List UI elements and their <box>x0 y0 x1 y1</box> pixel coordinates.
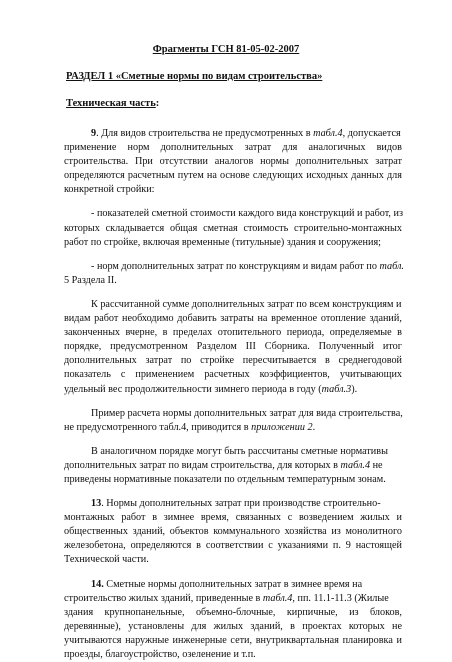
paragraph-number: 9 <box>91 128 97 139</box>
paragraph <box>64 445 402 487</box>
text-run: - показателей сметной стоимости каждого вида конструкций и работ, из <box>91 208 404 220</box>
paragraph <box>64 298 402 397</box>
table-reference: табл.4 <box>340 459 371 471</box>
text-line: законченных вчерне, в пределах отопительного периода, определяемые в <box>64 327 402 339</box>
table-reference: табл. <box>379 260 404 272</box>
text-run: , пп. 11.1-11.3 (Жилые <box>292 592 389 604</box>
appendix-reference: приложении 2 <box>251 421 313 433</box>
text-line: деревянные), установлены для жилых зданий, в проектах которых не <box>64 620 402 632</box>
document-title: Фрагменты ГСН 81-05-02-2007 <box>152 44 300 55</box>
part-heading-colon: : <box>155 98 160 109</box>
text-run: . Для видов строительства не предусмотренных в <box>96 128 314 139</box>
text-line: определяются расчетным путем на основе следующих исходных данных для <box>64 170 402 182</box>
text-run: приведены нормативные показатели по отдельным температурным зонам. <box>64 473 386 485</box>
text-line <box>64 407 402 421</box>
part-heading-label: Техническая часть <box>66 98 156 109</box>
text-run: дополнительных затрат по видам строительства, для которых в <box>64 459 341 471</box>
text-line <box>64 473 402 487</box>
text-run: удельный вес продолжительности зимнего периода в году ( <box>64 383 322 395</box>
text-line <box>64 383 402 397</box>
text-line: видам работ необходимо добавить затраты на временное отопление зданий, <box>64 313 402 325</box>
text-run: Пример расчета нормы дополнительных затрат для вида строительства, <box>91 407 403 419</box>
text-line: учитываются наружные инженерные сети, внутриквартальная планировка и <box>64 634 402 646</box>
paragraph <box>64 207 402 249</box>
text-line: общественных зданий, объектов коммунального хозяйства из монолитного <box>64 526 402 538</box>
text-run: . <box>312 421 316 433</box>
text-run: . Нормы дополнительных затрат при производстве строительно- <box>101 498 381 510</box>
paragraph-number: 13 <box>91 498 102 510</box>
text-line <box>64 578 402 592</box>
table-reference: табл.3 <box>321 383 352 395</box>
text-line <box>64 260 402 274</box>
text-run: работ по стройке, включая временные (титульные) здания и сооружения; <box>64 236 381 248</box>
text-line: применение норм дополнительных затрат для аналогичных видов <box>64 142 402 154</box>
text-run: проезды, благоустройство, озеленение и т.п. <box>64 649 256 660</box>
text-line <box>64 553 402 567</box>
text-run: , допускается <box>342 128 401 139</box>
part-heading <box>66 98 159 109</box>
text-line <box>64 445 402 459</box>
paragraph-number: 14. <box>91 578 104 590</box>
text-run: К рассчитанной сумме дополнительных затрат по всем конструкциям и <box>91 298 402 310</box>
text-line <box>64 298 402 312</box>
text-line: порядке, предусмотренном Разделом III Сборника. Полученный итог <box>64 341 402 353</box>
text-run: Технической части. <box>64 554 149 566</box>
text-run: не <box>370 459 383 471</box>
paragraph <box>64 407 402 435</box>
text-run: В аналогичном порядке могут быть рассчитаны сметные нормативы <box>91 445 388 457</box>
paragraph <box>64 127 402 197</box>
text-line: монтажных работ в зимнее время, связанных с возведением жилых и <box>64 512 402 524</box>
text-run: не предусмотренного табл.4, приводится в <box>64 421 252 433</box>
paragraph <box>64 497 402 567</box>
text-line <box>64 497 402 511</box>
text-line: дополнительных затрат по стройке пересчитывается в среднегодовой <box>64 355 402 367</box>
text-run: - норм дополнительных затрат по конструкциям и видам работ по <box>91 260 380 272</box>
text-line: железобетона, определяются в соответствии с указаниями п. 9 настоящей <box>64 540 402 552</box>
text-run: строительство жилых зданий, приведенные в <box>64 592 263 604</box>
paragraph <box>64 260 402 288</box>
text-line: здания крупнопанельные, объемно-блочные, кирпичные, из блоков, <box>64 606 402 618</box>
table-reference: табл.4 <box>313 128 343 139</box>
text-line <box>64 127 402 141</box>
text-line <box>64 207 402 221</box>
text-line: показатель с применением расчетных коэффициентов, учитывающих <box>64 369 402 381</box>
body-text <box>64 127 402 662</box>
text-line <box>64 648 402 662</box>
text-line <box>64 274 402 288</box>
text-run: конкретной стройки: <box>64 184 155 196</box>
table-reference: табл.4 <box>262 592 293 604</box>
paragraph <box>64 578 402 662</box>
text-run: ). <box>351 383 358 395</box>
text-line <box>64 592 402 606</box>
text-line <box>64 421 402 435</box>
text-line: строительства. При отсутствии аналогов нормы дополнительных затрат <box>64 156 402 168</box>
text-run: Сметные нормы дополнительных затрат в зимнее время на <box>103 578 363 590</box>
text-line <box>64 459 402 473</box>
text-line <box>64 183 402 197</box>
section-heading: РАЗДЕЛ 1 «Сметные нормы по видам строительства» <box>66 71 323 82</box>
text-line <box>64 236 402 250</box>
text-run: 5 Раздела II. <box>64 274 117 286</box>
text-line: которых складывается общая сметная стоимость строительно-монтажных <box>64 222 402 234</box>
